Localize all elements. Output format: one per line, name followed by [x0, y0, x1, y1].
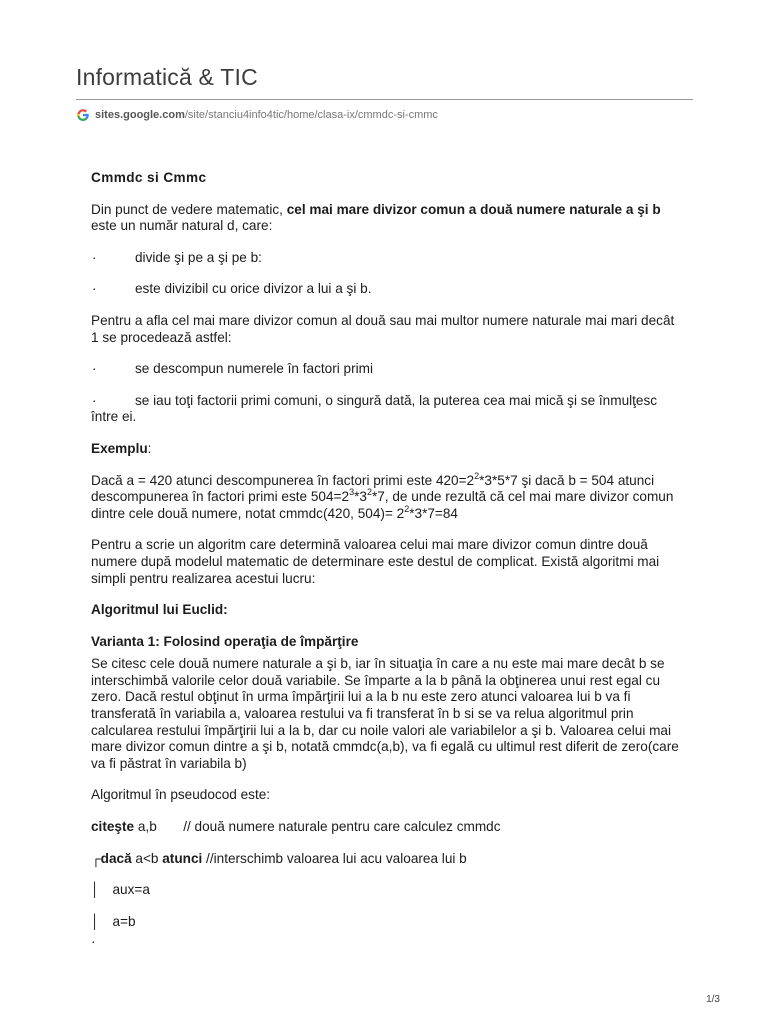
list-item-text: se iau toţi factorii primi comuni, o singură dată, la puterea cea mai mică şi se înmulţesc între ei.	[91, 392, 658, 425]
code-text: a<b	[131, 850, 163, 866]
pseudocode-line	[91, 914, 681, 931]
intro-bold-text: cel mai mare divizor comun a două numere naturale a şi b	[286, 201, 661, 217]
pseudocode-intro: Algoritmul în pseudocod este:	[91, 787, 271, 803]
list-item	[91, 393, 681, 426]
block-bar: │	[91, 913, 100, 929]
url-path: /site/stanciu4info4tic/home/clasa-ix/cmmdc-si-cmmc	[184, 109, 438, 121]
pseudocode-line	[91, 882, 681, 899]
source-url[interactable]	[76, 107, 438, 123]
title-divider	[76, 99, 693, 100]
algorithm-description: Se citesc cele două numere naturale a şi b, iar în situaţia în care a nu este mai mare decât b se interschimbă valorile celor două variabile. Se împarte a la b până la obţinerea unui rest egal cu zero. Dacă restul obţinut în urma împărţirii lui a la b nu este zero atunci valoarea lui b va fi transferată în variabila a, valoarea restului va fi transferat în b si se va relua algoritmul prin calcularea restului împărţirii lui a la b, dar cu noile valori ale variabilelor a şi b. Valoarea celui mai mare divizor comun dintre a şi b, notată cmmdc(a,b), va fi egală cu ultimul rest diferit de zero(care va fi păstrat în variabila b)	[91, 656, 679, 771]
example-paragraph	[91, 470, 681, 523]
code-text: a,b // două numere naturale pentru care calculez cmmdc	[134, 819, 501, 835]
code-text: aux=a	[112, 882, 150, 898]
example-text: *3*5*7 şi dacă b = 504 atunci descompunerea în factori primi este 504=2	[91, 472, 655, 505]
example-label	[91, 441, 681, 458]
list-item	[91, 361, 681, 378]
bullet-marker: ·	[92, 281, 97, 297]
pseudocode-line	[91, 851, 681, 868]
keyword: atunci	[162, 850, 203, 866]
list-item-text: se descompun numerele în factori primi	[135, 361, 373, 377]
exponent: 2	[474, 470, 480, 481]
keyword: citeşte	[91, 819, 135, 835]
exponent: 2	[404, 503, 410, 514]
google-icon	[76, 108, 90, 122]
exponent: 3	[349, 487, 355, 498]
bullet-marker: ·	[92, 361, 97, 377]
example-label-text: Exemplu	[91, 440, 148, 456]
block-corner: ┌	[91, 850, 101, 866]
doc-heading: Cmmdc si Cmmc	[91, 170, 207, 185]
bullet-marker: ·	[92, 392, 97, 408]
block-bar: │	[91, 882, 100, 898]
method-paragraph: Pentru a afla cel mai mare divizor comun al două sau mai multor numere naturale mai mari decât 1 se procedează astfel:	[91, 312, 675, 345]
variant-heading: Varianta 1: Folosind operaţia de împărţire	[91, 633, 359, 649]
example-text: Dacă a = 420 atunci descompunerea în factori primi este 420=2	[91, 472, 475, 488]
intro-paragraph	[91, 202, 681, 235]
list-item	[91, 281, 681, 298]
algorithm-intro-paragraph: Pentru a scrie un algoritm care determină valoarea celui mai mare divizor comun dintre două numere după modelul matematic de determinare este destul de complicat. Există algoritmi mai simpli pentru realizarea acestui lucru:	[91, 537, 660, 586]
example-colon: :	[147, 440, 152, 456]
code-text: a=b	[112, 913, 136, 929]
pseudocode-line: ·	[91, 934, 96, 950]
pseudocode-line	[91, 819, 681, 836]
site-title: Informatică & TIC	[76, 64, 258, 90]
document-body	[91, 170, 681, 951]
algorithm-heading: Algoritmul lui Euclid:	[91, 602, 228, 618]
example-text: *3	[354, 489, 367, 505]
list-item	[91, 250, 681, 267]
exponent: 2	[366, 487, 372, 498]
list-item-text: divide şi pe a şi pe b:	[135, 249, 262, 265]
page-number: 1/3	[706, 994, 720, 1005]
example-text: *3*7=84	[409, 505, 458, 521]
url-host: sites.google.com	[95, 109, 185, 121]
keyword: dacă	[100, 850, 132, 866]
list-item-text: este divizibil cu orice divizor a lui a şi b.	[135, 281, 372, 297]
intro-text: Din punct de vedere matematic,	[91, 201, 287, 217]
example-text: *7, de unde rezultă că cel mai mare divizor comun dintre cele două numere, notat cmmdc(420, 504)= 2	[91, 489, 674, 521]
bullet-marker: ·	[92, 249, 97, 265]
intro-text-end: este un număr natural d, care:	[91, 218, 273, 234]
code-text: //interschimb valoarea lui acu valoarea lui b	[202, 850, 467, 866]
